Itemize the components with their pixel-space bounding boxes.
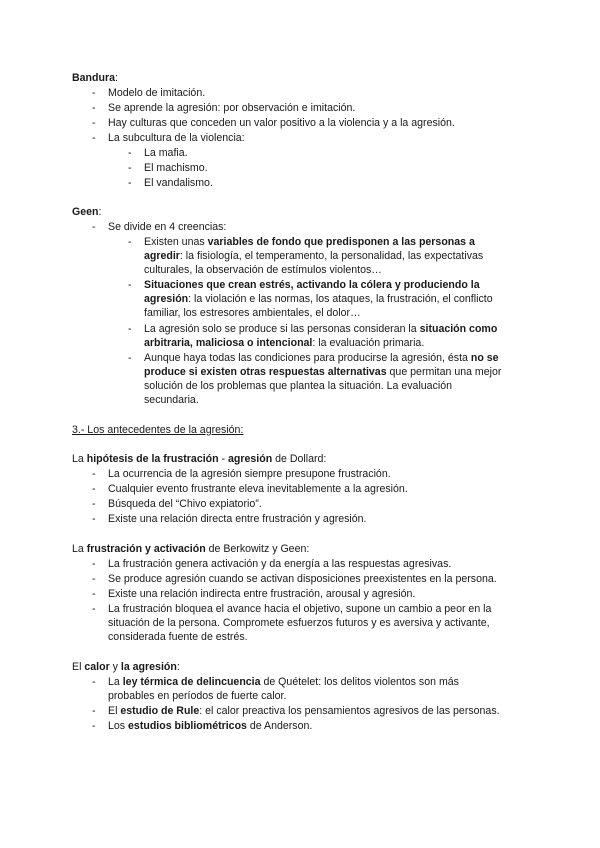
geen-belief-4-line-3: solución de los problemas que plantea la situación. La evaluación — [144, 380, 453, 392]
bullet: - — [128, 236, 132, 248]
bullet: - — [92, 468, 96, 480]
berkowitz-item-4-line-3: considerada fuente de estrés. — [108, 631, 248, 643]
bullet: - — [92, 558, 96, 570]
bullet: - — [92, 117, 96, 129]
dollard-item-1: La ocurrencia de la agresión siempre presupone frustración. — [108, 468, 391, 480]
berkowitz-item-4-line-1: La frustración bloquea el avance hacia el objetivo, supone un cambio a peor en la — [108, 603, 492, 615]
bullet: - — [92, 102, 96, 114]
geen-belief-4-line-1: Aunque haya todas las condiciones para producirse la agresión, ésta no se — [144, 352, 499, 364]
bullet: - — [92, 483, 96, 495]
berkowitz-heading: La frustración y activación de Berkowitz y Geen: — [72, 543, 310, 555]
bullet: - — [92, 676, 96, 688]
bullet: - — [92, 498, 96, 510]
bullet: - — [92, 132, 96, 144]
dollard-heading: La hipótesis de la frustración - agresión de Dollard: — [72, 453, 327, 465]
bandura-item-4: La subcultura de la violencia: — [108, 132, 245, 144]
section-3-heading: 3.- Los antecedentes de la agresión: — [72, 424, 244, 436]
bullet: - — [92, 221, 96, 233]
geen-belief-2-line-3: familiar, los estresores ambientales, el dolor… — [144, 307, 361, 319]
calor-item-1-line-2: probables en períodos de fuerte calor. — [108, 690, 287, 702]
calor-item-3: Los estudios bibliométricos de Anderson. — [108, 720, 313, 732]
bullet: - — [92, 87, 96, 99]
geen-belief-4-line-2: produce si existen otras respuestas alternativas que permitan una mejor — [144, 366, 502, 378]
bullet: - — [128, 162, 132, 174]
geen-heading: Geen: — [72, 206, 102, 218]
bullet: - — [128, 279, 132, 291]
bandura-heading: Bandura: — [72, 72, 118, 84]
bandura-subitem-1: La mafia. — [144, 147, 188, 159]
bullet: - — [92, 513, 96, 525]
geen-belief-4-line-4: secundaria. — [144, 394, 199, 406]
berkowitz-item-3: Existe una relación indirecta entre frustración, arousal y agresión. — [108, 588, 416, 600]
berkowitz-item-4-line-2: situación de la persona. Compromete esfuerzos futuros y es aversiva y activante, — [108, 617, 490, 629]
bullet: - — [92, 573, 96, 585]
bullet: - — [128, 147, 132, 159]
calor-item-1-line-1: La ley térmica de delincuencia de Quételet: los delitos violentos son más — [108, 676, 459, 688]
bullet: - — [92, 705, 96, 717]
bullet: - — [128, 177, 132, 189]
geen-belief-2-line-2: agresión: la violación e las normas, los ataques, la frustración, el conflicto — [144, 293, 493, 305]
dollard-item-4: Existe una relación directa entre frustración y agresión. — [108, 513, 367, 525]
bullet: - — [92, 720, 96, 732]
bandura-item-1: Modelo de imitación. — [108, 87, 206, 99]
geen-item-1: Se divide en 4 creencias: — [108, 221, 227, 233]
bullet: - — [128, 352, 132, 364]
calor-heading: El calor y la agresión: — [72, 661, 180, 673]
bandura-item-2: Se aprende la agresión: por observación e imitación. — [108, 102, 356, 114]
dollard-item-3: Búsqueda del “Chivo expiatorio”. — [108, 498, 262, 510]
calor-item-2: El estudio de Rule: el calor preactiva los pensamientos agresivos de las personas. — [108, 705, 500, 717]
bandura-subitem-3: El vandalismo. — [144, 177, 213, 189]
bullet: - — [92, 603, 96, 615]
bullet: - — [128, 323, 132, 335]
dollard-item-2: Cualquier evento frustrante eleva inevitablemente a la agresión. — [108, 483, 408, 495]
geen-belief-3-line-1: La agresión solo se produce si las personas consideran la situación como — [144, 323, 498, 335]
geen-belief-1-line-3: culturales, la observación de estímulos violentos… — [144, 264, 382, 276]
geen-belief-3-line-2: arbitraria, maliciosa o intencional: la evaluación primaria. — [144, 337, 425, 349]
berkowitz-item-1: La frustración genera activación y da energía a las respuestas agresivas. — [108, 558, 452, 570]
geen-belief-2-line-1: Situaciones que crean estrés, activando la cólera y produciendo la — [144, 279, 480, 291]
bullet: - — [92, 588, 96, 600]
geen-belief-1-line-1: Existen unas variables de fondo que predisponen a las personas a — [144, 236, 475, 248]
berkowitz-item-2: Se produce agresión cuando se activan disposiciones preexistentes en la persona. — [108, 573, 497, 585]
bandura-subitem-2: El machismo. — [144, 162, 208, 174]
bandura-item-3: Hay culturas que conceden un valor positivo a la violencia y a la agresión. — [108, 117, 455, 129]
geen-belief-1-line-2: agredir: la fisiología, el temperamento, la personalidad, las expectativas — [144, 250, 484, 262]
